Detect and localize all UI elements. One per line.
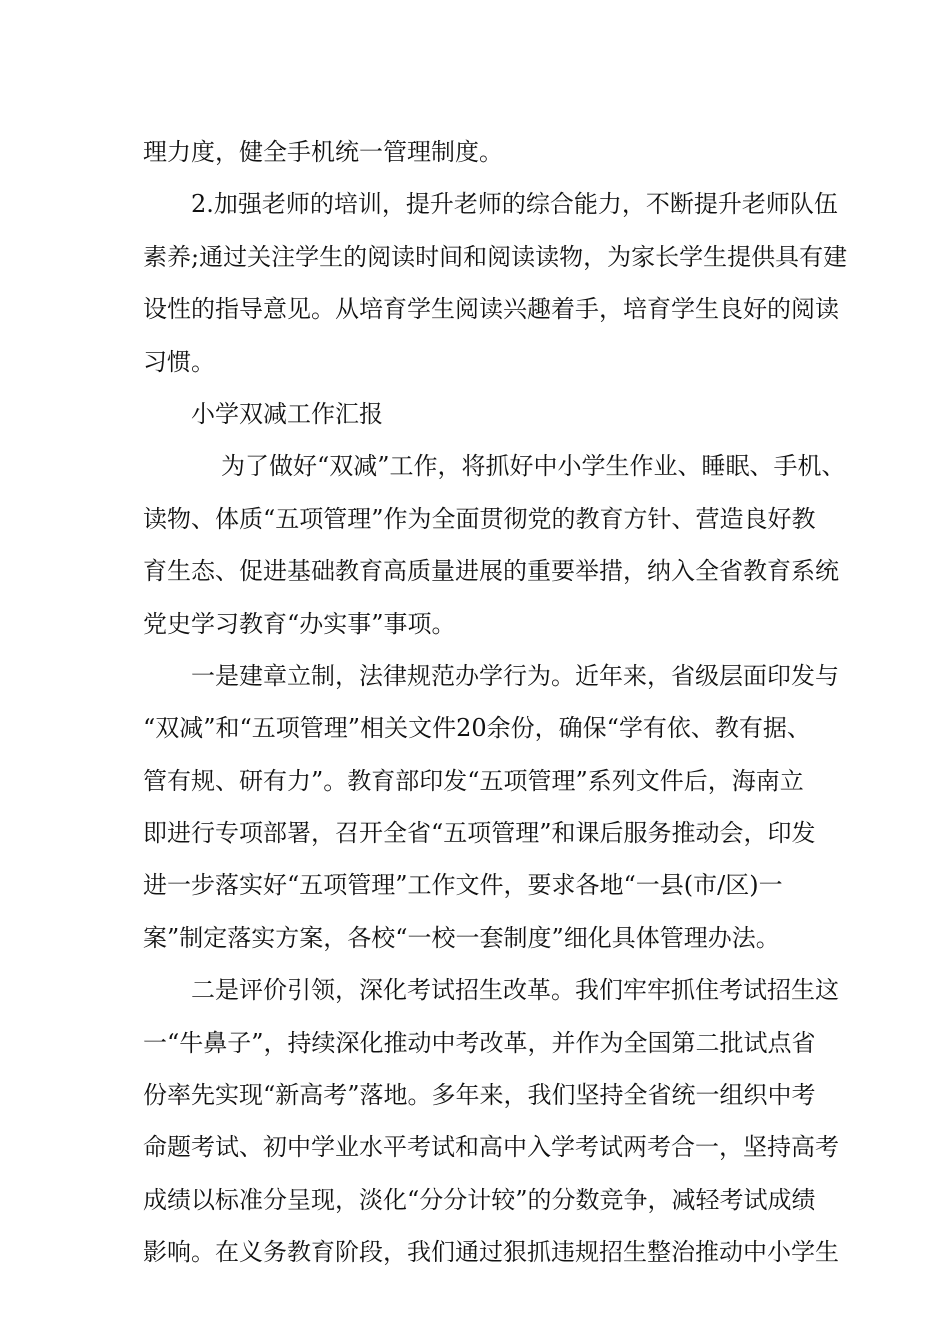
- text-line: 育生态、促进基础教育高质量进展的重要举措，纳入全省教育系统: [143, 557, 839, 586]
- text-line: 命题考试、初中学业水平考试和高中入学考试两考合一，坚持高考: [143, 1133, 839, 1162]
- document-body: [143, 126, 848, 1279]
- text-line: 读物、体质“五项管理”作为全面贯彻党的教育方针、营造良好教: [143, 504, 816, 533]
- text-line: 设性的指导意见。从培育学生阅读兴趣着手，培育学生良好的阅读: [143, 295, 839, 324]
- text-line: 为了做好“双减”工作，将抓好中小学生作业、睡眠、手机、: [221, 452, 846, 481]
- text-line: 一是建章立制，法律规范办学行为。近年来，省级层面印发与: [191, 661, 839, 690]
- text-line: 管有规、研有力”。教育部印发“五项管理”系列文件后，海南立: [143, 766, 804, 795]
- text-line: 党史学习教育“办实事”事项。: [143, 609, 456, 638]
- text-line: 即进行专项部署，召开全省“五项管理”和课后服务推动会，印发: [143, 819, 816, 848]
- text-line: 一“牛鼻子”，持续深化推动中考改革，并作为全国第二批试点省: [143, 1028, 816, 1057]
- text-line: “双减”和“五项管理”相关文件20余份，确保“学有依、教有据、: [143, 714, 811, 743]
- text-line: 二是评价引领，深化考试招生改革。我们牢牢抓住考试招生这: [191, 976, 839, 1005]
- text-line: 素养;通过关注学生的阅读时间和阅读读物，为家长学生提供具有建: [143, 242, 848, 271]
- text-line: 成绩以标准分呈现，淡化“分分计较”的分数竞争，减轻考试成绩: [143, 1185, 816, 1214]
- text-line: 进一步落实好“五项管理”工作文件，要求各地“一县(市/区)一: [143, 871, 783, 900]
- text-line: 理力度，健全手机统一管理制度。: [143, 138, 503, 166]
- text-line: 2.加强老师的培训，提升老师的综合能力，不断提升老师队伍: [191, 190, 838, 219]
- text-line: 习惯。: [143, 347, 215, 376]
- text-line: 案”制定落实方案，各校“一校一套制度”细化具体管理办法。: [143, 923, 780, 952]
- text-line: 影响。在义务教育阶段，我们通过狠抓违规招生整治推动中小学生: [143, 1238, 839, 1267]
- section-heading: 小学双减工作汇报: [191, 399, 383, 428]
- text-line: 份率先实现“新高考”落地。多年来，我们坚持全省统一组织中考: [143, 1081, 816, 1110]
